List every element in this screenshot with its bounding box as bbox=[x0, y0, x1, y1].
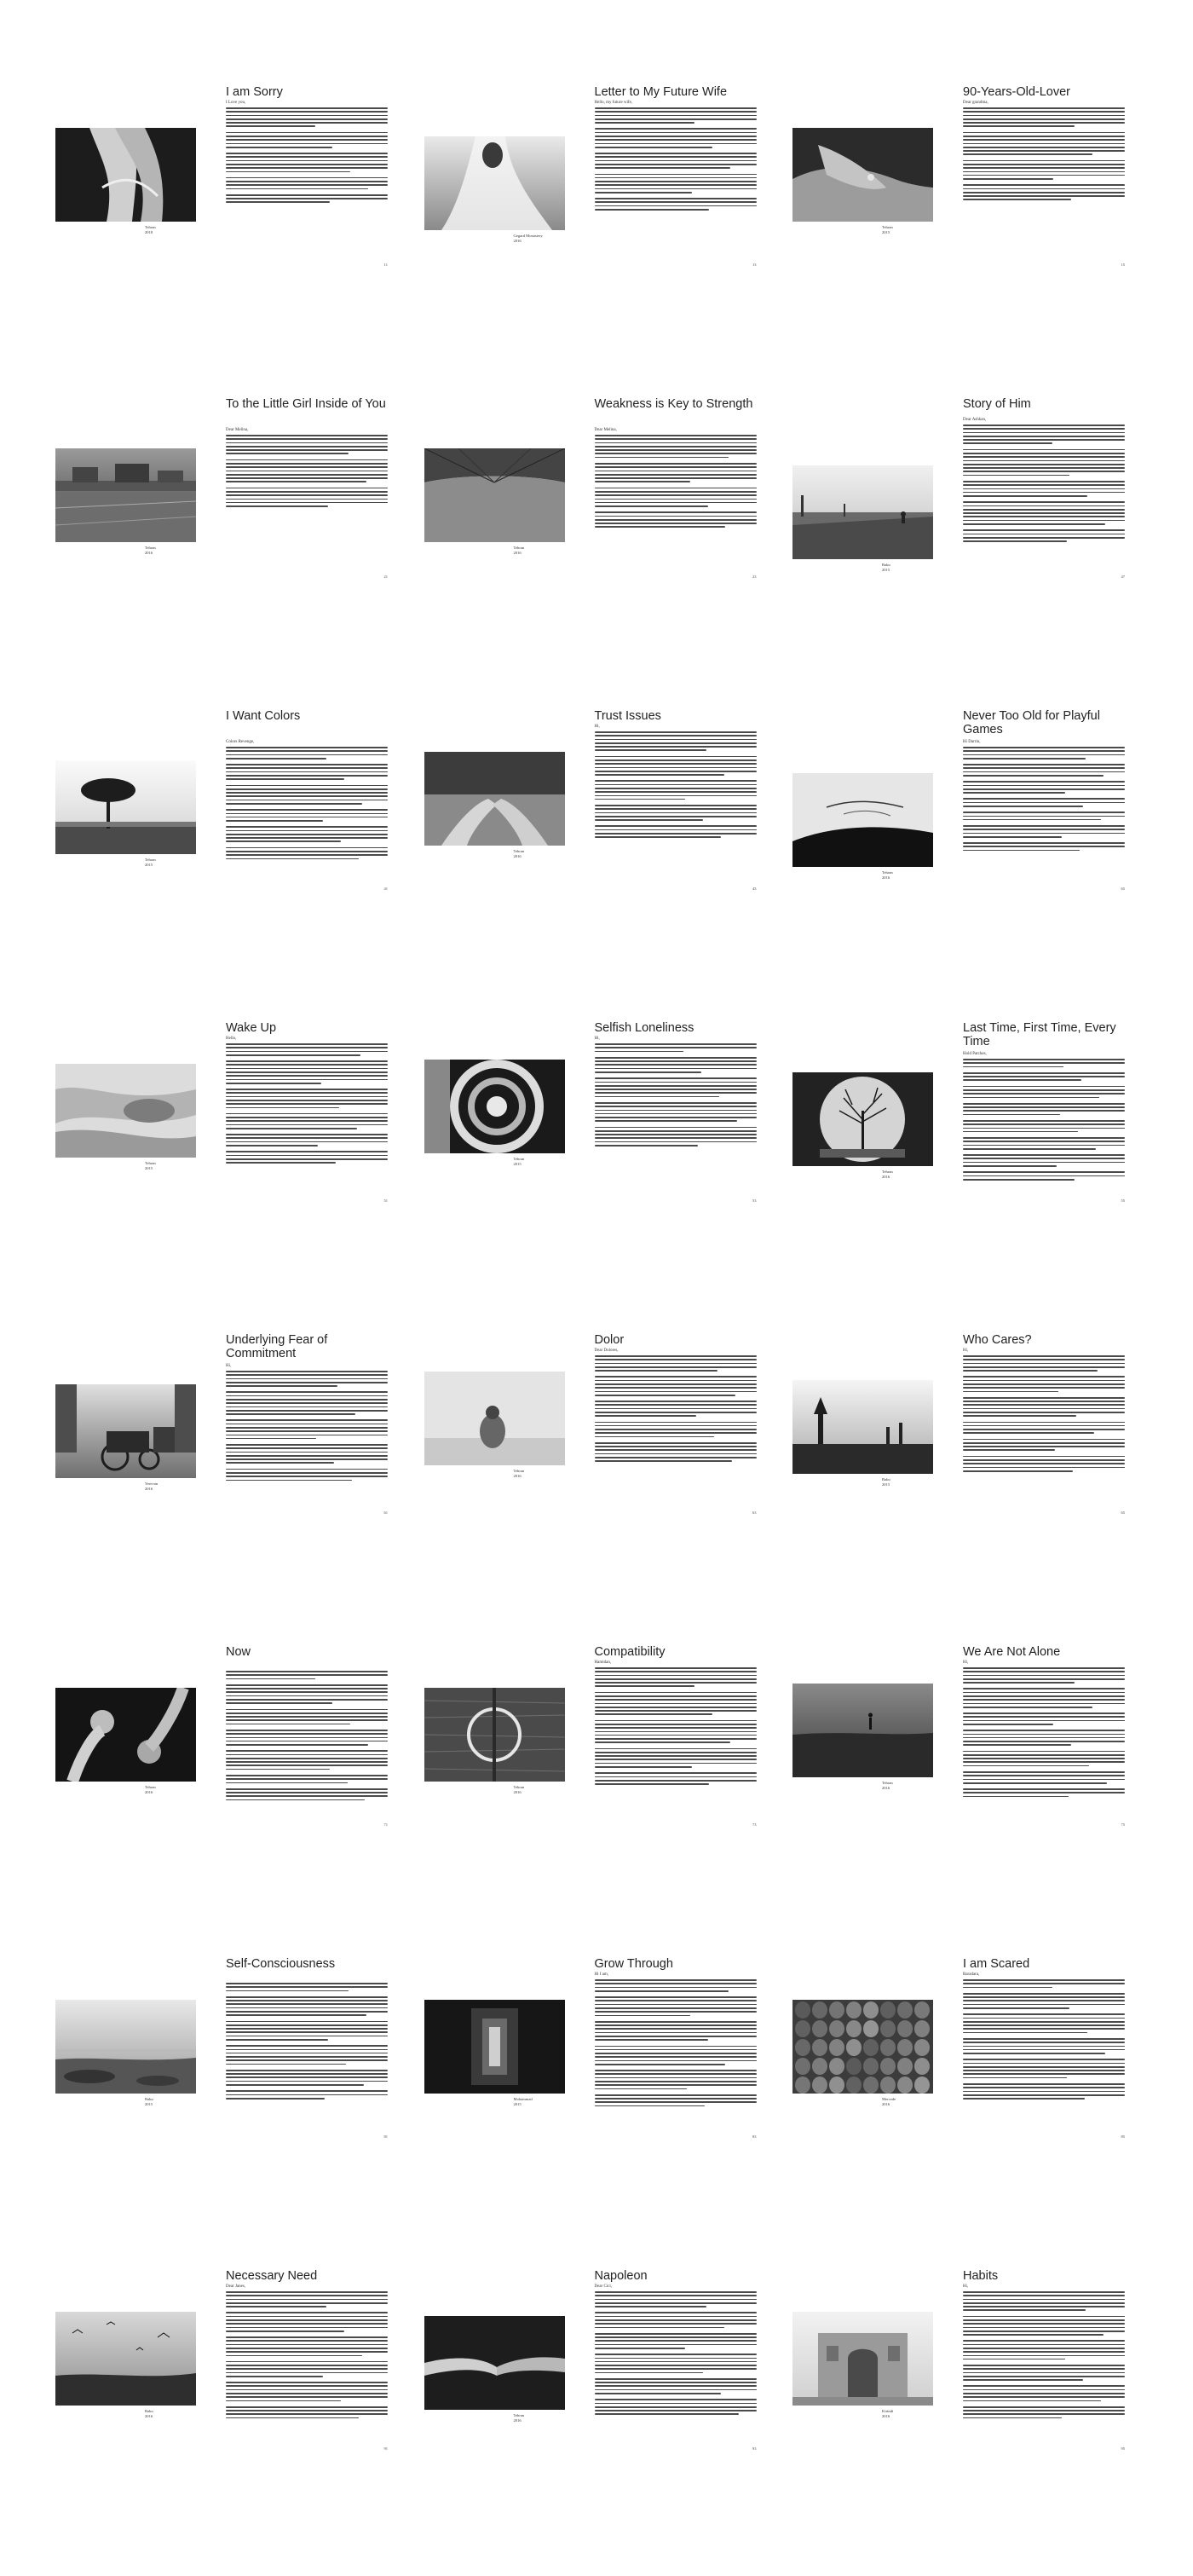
page-number: 41 bbox=[383, 887, 388, 891]
tunnel-photo bbox=[424, 448, 565, 542]
letter-salutation: Hi, bbox=[594, 725, 600, 729]
spread-title: Wake Up bbox=[226, 1021, 277, 1035]
page-number: 83 bbox=[752, 2134, 757, 2139]
tattoo-photo bbox=[792, 773, 933, 867]
letter-salutation: Dear Cici, bbox=[594, 2284, 613, 2289]
photo-caption bbox=[882, 563, 933, 572]
photo-caption bbox=[882, 225, 933, 234]
letter-salutation: Colors Revenge, bbox=[226, 740, 255, 744]
letter-salutation: Hi, bbox=[963, 1661, 969, 1665]
page-number: 53 bbox=[752, 1198, 757, 1203]
bed-sheets-photo bbox=[55, 1064, 196, 1158]
letter-body-text bbox=[963, 1979, 1125, 2104]
photo-caption bbox=[514, 2413, 565, 2423]
letter-body-text bbox=[595, 2291, 757, 2420]
corridor-photo bbox=[424, 2000, 565, 2094]
photo-location: Tehran bbox=[145, 546, 156, 550]
photo-year: 2016 bbox=[882, 1785, 890, 1790]
photo-location: Tehran bbox=[513, 2413, 525, 2417]
photo-caption bbox=[145, 1785, 196, 1794]
spread-title: Trust Issues bbox=[594, 709, 661, 723]
spread-title: Selfish Loneliness bbox=[594, 1021, 694, 1035]
letter-salutation: Dear Ashkan, bbox=[963, 418, 987, 422]
page-number: 71 bbox=[383, 1822, 388, 1827]
letter-body-text bbox=[226, 747, 388, 864]
letter-body-text bbox=[226, 107, 388, 208]
photo-location: Baku bbox=[145, 2409, 153, 2413]
photo-caption bbox=[882, 2097, 933, 2106]
photo-location: Mercede bbox=[882, 2097, 896, 2101]
photo-location: Tehran bbox=[882, 1781, 893, 1785]
letter-salutation: Hi, bbox=[963, 1349, 969, 1353]
page-number: 63 bbox=[752, 1510, 757, 1515]
photo-location: Mohammad bbox=[513, 2097, 533, 2101]
book-spread bbox=[420, 2269, 774, 2576]
page-number: 13 bbox=[752, 263, 757, 267]
photo-year: 2015 bbox=[145, 862, 153, 867]
birds-shore-photo bbox=[55, 2312, 196, 2406]
letter-body-text bbox=[963, 107, 1125, 205]
photo-location: Tehran bbox=[145, 1161, 156, 1165]
photo-caption bbox=[145, 858, 196, 867]
letter-salutation: Dear Melina, bbox=[594, 428, 617, 432]
carriage-photo bbox=[55, 1384, 196, 1478]
letter-body-text bbox=[595, 107, 757, 215]
page-number: 75 bbox=[1121, 1822, 1125, 1827]
letter-salutation: Hi I am, bbox=[594, 1972, 609, 1977]
figure-back-photo bbox=[424, 1372, 565, 1465]
letter-body-text bbox=[963, 2291, 1125, 2423]
book-spread bbox=[420, 1645, 774, 1952]
photo-caption bbox=[514, 849, 565, 858]
page-number: 15 bbox=[1121, 263, 1125, 267]
photo-year: 2016 bbox=[882, 875, 890, 880]
spread-title: 90-Years-Old-Lover bbox=[963, 85, 1070, 99]
spiral-stairs-photo bbox=[424, 1060, 565, 1153]
photo-caption bbox=[145, 2409, 196, 2418]
photo-year: 2016 bbox=[513, 238, 522, 243]
book-spread bbox=[51, 85, 405, 392]
letter-salutation: Baradara, bbox=[963, 1972, 980, 1977]
book-spread bbox=[788, 397, 1142, 704]
photo-caption bbox=[514, 2097, 565, 2106]
page-number: 23 bbox=[752, 575, 757, 579]
spread-title: We Are Not Alone bbox=[963, 1645, 1061, 1659]
letter-body-text bbox=[226, 2291, 388, 2423]
letter-salutation: Dear Melina, bbox=[226, 428, 249, 432]
photo-year: 2016 bbox=[882, 1174, 890, 1179]
page-number: 91 bbox=[383, 2446, 388, 2451]
letter-body-text bbox=[963, 1059, 1125, 1185]
letter-salutation: Dear Janes, bbox=[226, 2284, 246, 2289]
photo-year: 2016 bbox=[145, 550, 153, 555]
photo-year: 2018 bbox=[145, 229, 153, 234]
photo-year: 2015 bbox=[513, 1161, 522, 1166]
old-hands-photo bbox=[792, 128, 933, 222]
spread-title: Napoleon bbox=[594, 2269, 648, 2283]
photo-location: Tehran bbox=[145, 225, 156, 229]
letter-salutation: Hi, bbox=[226, 1364, 232, 1368]
page-number: 95 bbox=[1121, 2446, 1125, 2451]
book-spread bbox=[420, 397, 774, 704]
book-spread bbox=[51, 1333, 405, 1640]
spread-title: Never Too Old for Playful Games bbox=[963, 709, 1100, 736]
photo-location: Baku bbox=[145, 2097, 153, 2101]
boardwalk-photo bbox=[792, 465, 933, 559]
page-number: 47 bbox=[1121, 575, 1125, 579]
letter-body-text bbox=[226, 1043, 388, 1168]
wood-door-circle-photo bbox=[424, 1688, 565, 1782]
photo-year: 2015 bbox=[882, 1481, 890, 1487]
photo-year: 2016 bbox=[145, 1486, 153, 1491]
photo-year: 2015 bbox=[145, 2101, 153, 2106]
photo-year: 2016 bbox=[145, 2413, 153, 2418]
letter-body-text bbox=[595, 1355, 757, 1467]
spread-title: Grow Through bbox=[594, 1957, 673, 1971]
letter-body-text bbox=[595, 435, 757, 533]
photo-location: Tehran bbox=[145, 1785, 156, 1789]
photo-location: Kirindi bbox=[882, 2409, 894, 2413]
photo-year: 2016 bbox=[513, 550, 522, 555]
seashore-photo bbox=[55, 2000, 196, 2094]
spread-title: Letter to My Future Wife bbox=[594, 85, 728, 99]
letter-salutation: Hello, bbox=[226, 1037, 237, 1041]
photo-location: Tehran bbox=[513, 1469, 525, 1473]
page-number: 21 bbox=[383, 575, 388, 579]
photo-location: Gegard Monastery bbox=[513, 234, 543, 238]
book-spreads-grid bbox=[51, 85, 1142, 2576]
book-spread bbox=[788, 2269, 1142, 2576]
letter-body-text bbox=[595, 731, 757, 843]
page-number: 61 bbox=[383, 1510, 388, 1515]
page-number: 65 bbox=[1121, 1510, 1125, 1515]
spread-title: Compatibility bbox=[594, 1645, 666, 1659]
letter-body-text bbox=[963, 425, 1125, 546]
page-number: 73 bbox=[752, 1822, 757, 1827]
photo-caption bbox=[882, 1170, 933, 1179]
spread-title: Now bbox=[226, 1645, 251, 1659]
book-spread bbox=[788, 709, 1142, 1016]
letter-body-text bbox=[595, 1979, 757, 2111]
book-spread bbox=[51, 1645, 405, 1952]
spread-title: Last Time, First Time, Every Time bbox=[963, 1021, 1116, 1048]
book-spread bbox=[420, 1333, 774, 1640]
photo-location: Tehran bbox=[513, 546, 525, 550]
wedding-veil-photo bbox=[424, 136, 565, 230]
photo-caption bbox=[145, 1481, 196, 1491]
page-number: 65 bbox=[1121, 887, 1125, 891]
book-spread bbox=[788, 1021, 1142, 1328]
photo-location: Baku bbox=[882, 1477, 890, 1481]
spread-title: Self-Consciousness bbox=[226, 1957, 336, 1971]
letter-salutation: Hello, my future wife, bbox=[594, 101, 633, 105]
spread-title: Dolor bbox=[594, 1333, 625, 1347]
page-number: 43 bbox=[752, 887, 757, 891]
photo-year: 2015 bbox=[513, 2101, 522, 2106]
book-spread bbox=[51, 709, 405, 1016]
photo-caption bbox=[882, 2409, 933, 2418]
spread-title: I am Sorry bbox=[226, 85, 283, 99]
book-spread bbox=[51, 1021, 405, 1328]
book-spread bbox=[51, 1957, 405, 2264]
photo-caption bbox=[145, 546, 196, 555]
spread-title: Who Cares? bbox=[963, 1333, 1032, 1347]
hands-joined-photo bbox=[424, 2316, 565, 2410]
spread-title: I am Scared bbox=[963, 1957, 1030, 1971]
letter-body-text bbox=[963, 1667, 1125, 1802]
photo-year: 2016 bbox=[145, 1789, 153, 1794]
photo-year: 2016 bbox=[513, 1789, 522, 1794]
book-spread bbox=[788, 1333, 1142, 1640]
spread-title: I Want Colors bbox=[226, 709, 301, 723]
page-number: 93 bbox=[752, 2446, 757, 2451]
stone-faces-photo bbox=[792, 2000, 933, 2094]
hands-lace-photo bbox=[55, 128, 196, 222]
hands-table-photo bbox=[424, 752, 565, 846]
statue-silhouette-photo bbox=[792, 1380, 933, 1474]
letter-body-text bbox=[226, 1371, 388, 1486]
tree-silhouette-photo bbox=[55, 760, 196, 854]
photo-caption bbox=[145, 2097, 196, 2106]
spread-title: Underlying Fear of Commitment bbox=[226, 1333, 328, 1360]
letter-salutation: Hi, bbox=[594, 1037, 600, 1041]
page-number: 51 bbox=[383, 1198, 388, 1203]
letter-body-text bbox=[963, 1355, 1125, 1476]
letter-salutation: Dear Dolores, bbox=[594, 1349, 619, 1353]
letter-body-text bbox=[226, 435, 388, 511]
book-spread bbox=[788, 1957, 1142, 2264]
photo-year: 2016 bbox=[513, 853, 522, 858]
photo-year: 2016 bbox=[882, 2101, 890, 2106]
page-number: 81 bbox=[383, 2134, 388, 2139]
photo-caption bbox=[514, 234, 565, 243]
book-spread bbox=[51, 397, 405, 704]
spread-title: Weakness is Key to Strength bbox=[594, 397, 753, 411]
photo-caption bbox=[514, 1785, 565, 1794]
letter-salutation: Hold Patches, bbox=[963, 1052, 987, 1056]
photo-location: Tehran bbox=[882, 1170, 893, 1174]
letter-salutation: I Love you, bbox=[226, 101, 246, 105]
photo-year: 2015 bbox=[145, 1165, 153, 1170]
photo-caption bbox=[514, 1157, 565, 1166]
photo-year: 2016 bbox=[882, 2413, 890, 2418]
letter-body-text bbox=[963, 747, 1125, 856]
book-spread bbox=[51, 2269, 405, 2576]
page-number: 85 bbox=[1121, 2134, 1125, 2139]
book-spread bbox=[420, 1957, 774, 2264]
photo-caption bbox=[882, 870, 933, 880]
photo-location: Tehran bbox=[513, 849, 525, 853]
photo-location: Tehran bbox=[513, 1785, 525, 1789]
beach-figure-photo bbox=[792, 1684, 933, 1777]
letter-body-text bbox=[595, 1667, 757, 1789]
photo-caption bbox=[882, 1477, 933, 1487]
photo-caption bbox=[145, 225, 196, 234]
photo-location: Tehran bbox=[882, 225, 893, 229]
letter-body-text bbox=[226, 1983, 388, 2104]
letter-salutation: Hi Darrin, bbox=[963, 740, 981, 744]
book-spread bbox=[788, 85, 1142, 392]
photo-caption bbox=[514, 546, 565, 555]
book-spread bbox=[420, 709, 774, 1016]
photo-caption bbox=[145, 1161, 196, 1170]
letter-salutation: Hi, bbox=[963, 2284, 969, 2289]
book-spread bbox=[420, 1021, 774, 1328]
photo-location: Yerevan bbox=[145, 1481, 158, 1486]
spread-title: To the Little Girl Inside of You bbox=[226, 397, 386, 411]
spread-title: Habits bbox=[963, 2269, 999, 2283]
letter-salutation: Dear grandma, bbox=[963, 101, 988, 105]
photo-year: 2015 bbox=[882, 567, 890, 572]
photo-location: Tehran bbox=[145, 858, 156, 862]
letter-salutation: Hamidan, bbox=[594, 1661, 612, 1665]
photo-year: 2016 bbox=[513, 2417, 522, 2423]
page-number: 11 bbox=[383, 263, 388, 267]
book-spread bbox=[788, 1645, 1142, 1952]
page-number: 55 bbox=[1121, 1198, 1125, 1203]
spread-title: Story of Him bbox=[963, 397, 1031, 411]
photo-location: Tehran bbox=[882, 870, 893, 875]
photo-caption bbox=[514, 1469, 565, 1478]
photo-location: Baku bbox=[882, 563, 890, 567]
spread-title: Necessary Need bbox=[226, 2269, 318, 2283]
letter-body-text bbox=[595, 1043, 757, 1151]
photo-year: 2015 bbox=[882, 229, 890, 234]
book-spread bbox=[420, 85, 774, 392]
rainy-square-photo bbox=[55, 448, 196, 542]
hands-cups-photo bbox=[55, 1688, 196, 1782]
photo-location: Tehran bbox=[513, 1157, 525, 1161]
photo-year: 2016 bbox=[513, 1473, 522, 1478]
ruins-arch-photo bbox=[792, 2312, 933, 2406]
round-window-tree-photo bbox=[792, 1072, 933, 1166]
letter-body-text bbox=[226, 1671, 388, 1805]
photo-caption bbox=[882, 1781, 933, 1790]
